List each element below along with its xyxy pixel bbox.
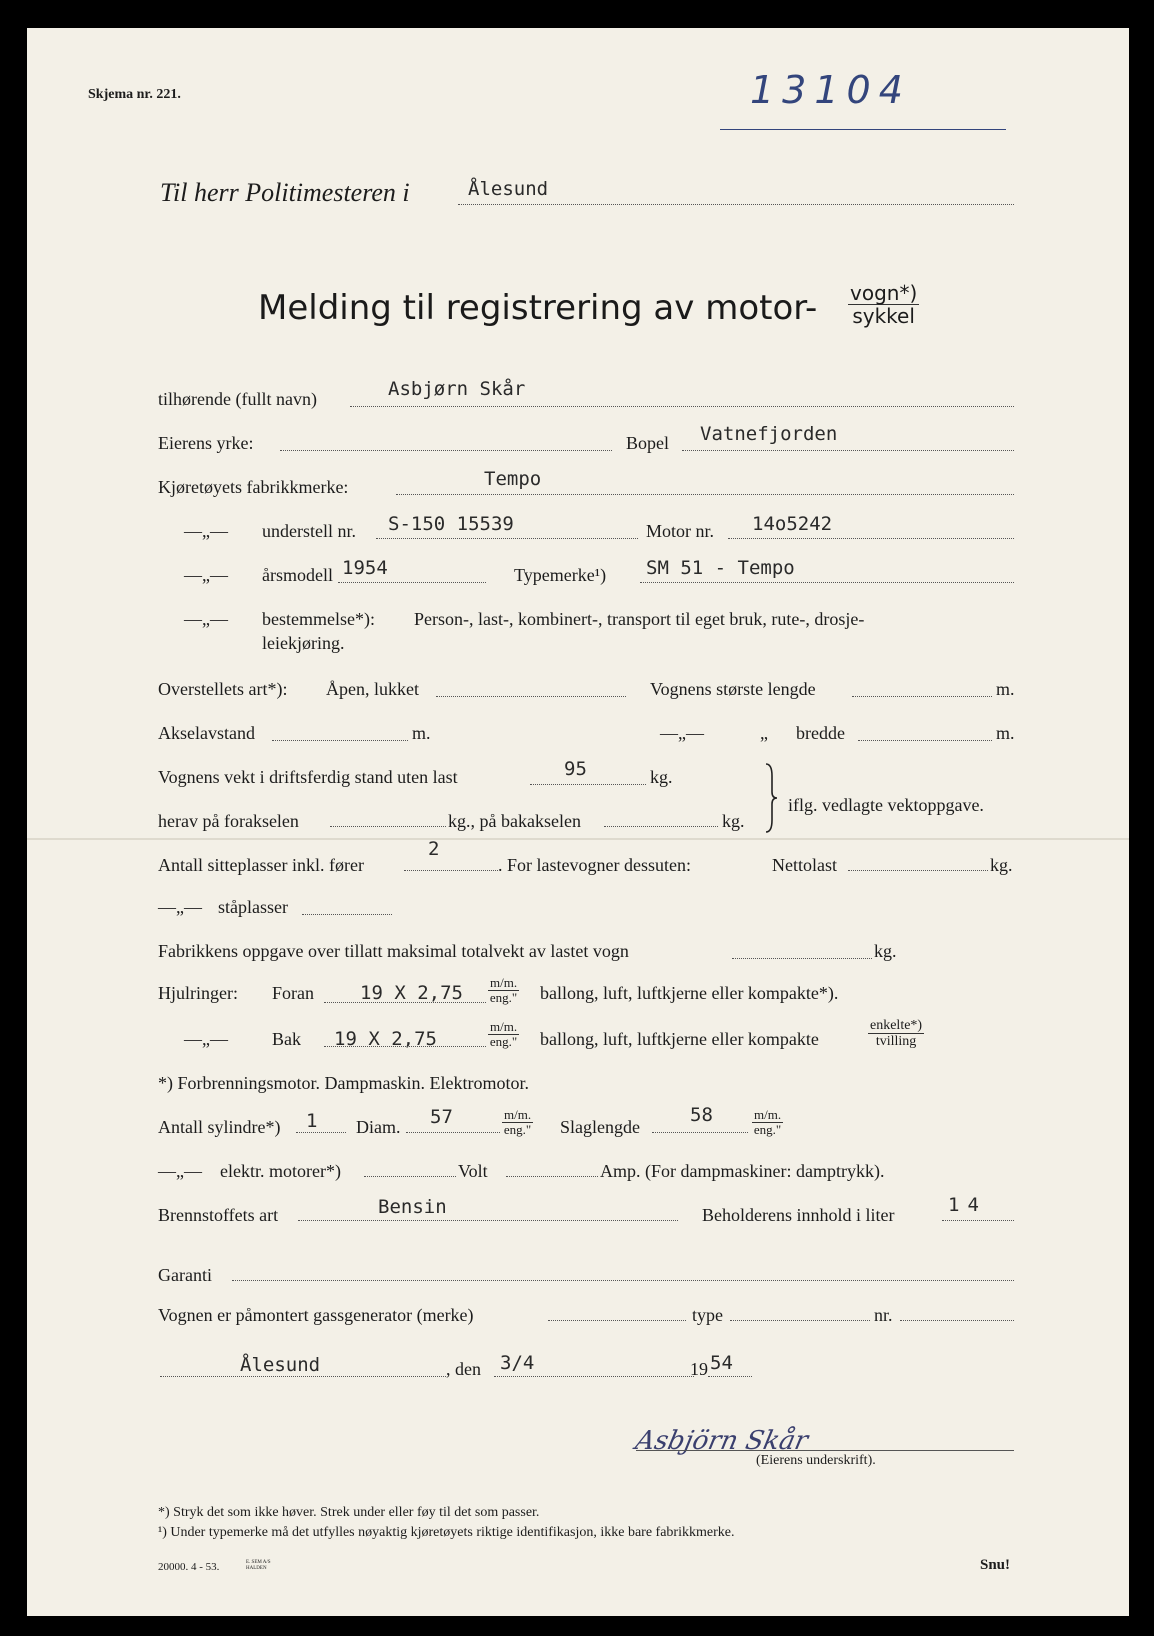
- ditto-mark: —„—: [184, 521, 228, 541]
- front-wheel-value: 19 X 2,75: [360, 982, 463, 1004]
- tank-label: Beholderens innhold i liter: [702, 1205, 895, 1225]
- body-label: Overstellets art*):: [158, 679, 288, 699]
- type-label: Typemerke¹): [514, 565, 607, 585]
- rear-wheel-line: [324, 1046, 486, 1047]
- ditto-mark: —„—: [158, 1161, 202, 1181]
- rear-axle-label: kg., på bakakselen: [448, 811, 581, 831]
- gas-nr-label: nr.: [874, 1305, 893, 1325]
- chassis-label: understell nr.: [262, 521, 356, 541]
- year-line: [338, 582, 486, 583]
- turn-over-note: Snu!: [980, 1557, 1011, 1573]
- electric-line: [364, 1176, 456, 1177]
- weight-line: [530, 784, 646, 785]
- make-value: Tempo: [484, 468, 542, 490]
- rear-tyre-type: ballong, luft, luftkjerne eller kompakte: [540, 1029, 819, 1049]
- purpose-options: Person-, last-, kombinert-, transport til eget bruk, rute-, drosje-: [414, 609, 865, 629]
- wheelbase-unit: m.: [412, 723, 431, 743]
- rear-wheel-unit: m/m. eng.": [489, 1019, 518, 1050]
- residence-value: Vatnefjorden: [700, 423, 838, 445]
- front-wheel-label: Foran: [272, 983, 314, 1003]
- volt-line: [506, 1176, 598, 1177]
- motor-value: 14o5242: [752, 513, 833, 535]
- standing-line: [302, 914, 392, 915]
- maxweight-unit: kg.: [874, 941, 897, 961]
- warranty-label: Garanti: [158, 1265, 212, 1285]
- width-ditto: „: [760, 723, 768, 743]
- front-wheel-unit: m/m. eng.": [489, 975, 518, 1006]
- print-code: 20000. 4 - 53.: [158, 1561, 220, 1573]
- owner-signature: Asbjörn Skår: [632, 1426, 811, 1456]
- stroke-label: Slaglengde: [560, 1117, 640, 1137]
- type-line: [640, 582, 1014, 583]
- residence-label: Bopel: [626, 433, 669, 453]
- addressee-place: Ålesund: [468, 178, 549, 200]
- electric-label: elektr. motorer*): [220, 1161, 341, 1181]
- ditto-mark: —„—: [660, 723, 704, 743]
- date-line: [494, 1376, 694, 1377]
- standing-label: ståplasser: [218, 897, 288, 917]
- body-line: [436, 696, 626, 697]
- chassis-value: S-150 15539: [388, 513, 514, 535]
- purpose-options-cont: leiekjøring.: [262, 633, 345, 653]
- rear-axle-line: [604, 826, 718, 827]
- ditto-mark: —„—: [184, 1029, 228, 1049]
- front-tyre-type: ballong, luft, luftkjerne eller kompakte*).: [540, 983, 839, 1003]
- weight-note: iflg. vedlagte vektoppgave.: [788, 795, 984, 815]
- engine-types: *) Forbrenningsmotor. Dampmaskin. Elektromotor.: [158, 1073, 529, 1093]
- ditto-mark: —„—: [158, 897, 202, 917]
- fuel-label: Brennstoffets art: [158, 1205, 279, 1225]
- year-label: årsmodell: [262, 565, 333, 585]
- chassis-line: [376, 538, 638, 539]
- ditto-mark: —„—: [184, 609, 228, 629]
- front-wheel-line: [324, 1002, 486, 1003]
- purpose-label: bestemmelse*):: [262, 609, 375, 629]
- rear-wheel-label: Bak: [272, 1029, 301, 1049]
- length-unit: m.: [996, 679, 1015, 699]
- rear-wheel-value: 19 X 2,75: [334, 1028, 437, 1050]
- registration-underline: [720, 129, 1006, 130]
- wheelbase-label: Akselavstand: [158, 723, 255, 743]
- registration-number: 13104: [750, 68, 911, 112]
- tank-value: 14: [948, 1194, 987, 1216]
- ditto-mark: —„—: [184, 565, 228, 585]
- fuel-value: Bensin: [378, 1196, 447, 1218]
- stroke-value: 58: [690, 1104, 713, 1126]
- volt-label: Volt: [458, 1161, 488, 1181]
- bore-value: 57: [430, 1106, 453, 1128]
- netload-unit: kg.: [990, 855, 1013, 875]
- stroke-unit: m/m. eng.": [753, 1107, 782, 1138]
- weight-label: Vognens vekt i driftsferdig stand uten last: [158, 767, 458, 787]
- bracket: [764, 762, 778, 834]
- tank-line: [942, 1220, 1014, 1221]
- width-line: [858, 740, 992, 741]
- gas-make-line: [548, 1320, 686, 1321]
- maxweight-line: [732, 958, 872, 959]
- warranty-line: [232, 1280, 1014, 1281]
- year-suffix: 54: [710, 1352, 733, 1374]
- year-value: 1954: [342, 557, 388, 579]
- date-label: , den: [446, 1359, 481, 1379]
- schema-label: Skjema nr. 221.: [88, 87, 181, 102]
- amp-label: Amp. (For dampmaskiner: damptrykk).: [600, 1161, 885, 1181]
- type-value: SM 51 - Tempo: [646, 557, 795, 579]
- place-line: [160, 1376, 446, 1377]
- bore-label: Diam.: [356, 1117, 401, 1137]
- length-line: [852, 696, 992, 697]
- cylinders-value: 1: [306, 1110, 318, 1132]
- footnote-1: *) Stryk det som ikke høver. Strek under eller føy til det som passer.: [158, 1505, 540, 1520]
- make-label: Kjøretøyets fabrikkmerke:: [158, 477, 349, 497]
- seats-value: 2: [428, 838, 440, 860]
- printer-mark: E. SEM A/S HALDEN: [246, 1560, 271, 1571]
- title-fraction: vogn*) sykkel: [850, 281, 918, 328]
- motor-line: [728, 538, 1014, 539]
- stroke-line: [652, 1132, 748, 1133]
- signature-line: [636, 1450, 1014, 1451]
- make-line: [396, 494, 1014, 495]
- netload-label: Nettolast: [772, 855, 837, 875]
- maxweight-label: Fabrikkens oppgave over tillatt maksimal totalvekt av lastet vogn: [158, 941, 629, 961]
- front-axle-line: [330, 826, 446, 827]
- occupation-line: [280, 450, 612, 451]
- length-label: Vognens største lengde: [650, 679, 816, 699]
- front-axle-label: herav på forakselen: [158, 811, 299, 831]
- gas-type-label: type: [692, 1305, 723, 1325]
- cylinders-line: [296, 1132, 346, 1133]
- bore-line: [406, 1132, 500, 1133]
- owner-label: tilhørende (fullt navn): [158, 389, 317, 409]
- rear-axle-unit: kg.: [722, 811, 745, 831]
- seats-label: Antall sitteplasser inkl. fører: [158, 855, 364, 875]
- gas-type-line: [730, 1320, 870, 1321]
- addressee-line: [458, 204, 1014, 205]
- body-value: Åpen, lukket: [326, 679, 419, 699]
- fuel-line: [298, 1220, 678, 1221]
- netload-line: [848, 870, 988, 871]
- residence-line: [682, 450, 1014, 451]
- form-title: Melding til registrering av motor-: [258, 288, 818, 328]
- wheelbase-line: [272, 740, 408, 741]
- year-prefix: 19: [690, 1359, 708, 1379]
- weight-unit: kg.: [650, 767, 673, 787]
- owner-line: [350, 406, 1014, 407]
- date-value: 3/4: [500, 1352, 535, 1374]
- single-twin-fraction: enkelte*) tvilling: [870, 1018, 923, 1050]
- gas-nr-line: [900, 1320, 1014, 1321]
- year-suffix-line: [708, 1376, 752, 1377]
- signature-caption: (Eierens underskrift).: [756, 1453, 876, 1468]
- wheels-label: Hjulringer:: [158, 983, 238, 1003]
- footnote-2: ¹) Under typemerke må det utfylles nøyaktig kjøretøyets riktige identifikasjon, ikke bare fabrikkmerke.: [158, 1525, 735, 1540]
- cylinders-label: Antall sylindre*): [158, 1117, 281, 1137]
- width-label: bredde: [796, 723, 845, 743]
- seats-tail: . For lastevogner dessuten:: [498, 855, 691, 875]
- width-unit: m.: [996, 723, 1015, 743]
- owner-value: Asbjørn Skår: [388, 378, 526, 400]
- motor-label: Motor nr.: [646, 521, 715, 541]
- weight-value: 95: [564, 758, 587, 780]
- gas-label: Vognen er påmontert gassgenerator (merke): [158, 1305, 474, 1325]
- addressee: Til herr Politimesteren i: [160, 178, 410, 207]
- seats-line: [404, 870, 498, 871]
- occupation-label: Eierens yrke:: [158, 433, 254, 453]
- bore-unit: m/m. eng.": [503, 1107, 532, 1138]
- place-value: Ålesund: [240, 1354, 321, 1376]
